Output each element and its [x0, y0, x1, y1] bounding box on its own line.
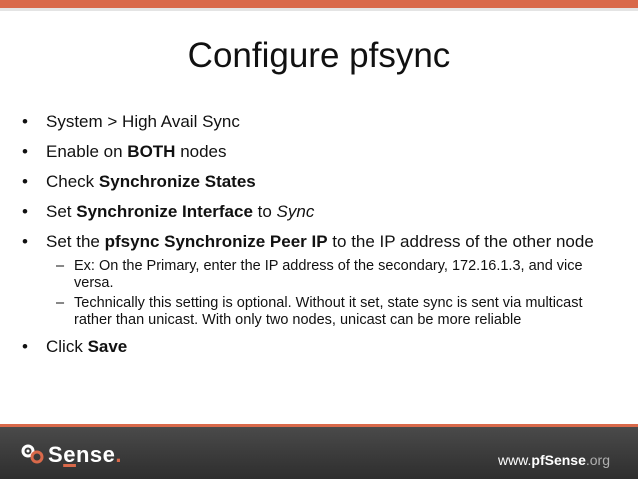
bullet-text: Check Synchronize States [46, 172, 256, 191]
bullet-text: Set Synchronize Interface to Sync [46, 202, 315, 221]
bullet-dot: • [22, 142, 28, 161]
bullet-text: Set the pfsync Synchronize Peer IP to the IP address of the other node [46, 232, 594, 251]
bullet-text: System > High Avail Sync [46, 112, 240, 131]
footer-bar [0, 424, 638, 479]
bullet-text: Click Save [46, 337, 128, 356]
bullet-dot: • [22, 337, 28, 356]
bullet-item [22, 172, 622, 192]
top-accent-bar [0, 0, 638, 8]
pfsense-gear-icon [20, 442, 46, 468]
slide-content [22, 112, 622, 367]
bullet-item [22, 112, 622, 132]
sub-bullet-item [56, 295, 622, 329]
bullet-item [22, 142, 622, 162]
sub-bullet-item [56, 258, 622, 292]
bullet-dot: • [22, 172, 28, 191]
bullet-item [22, 232, 622, 252]
sub-bullet-text: Ex: On the Primary, enter the IP address of the secondary, 172.16.1.3, and vice versa. [74, 258, 583, 291]
bullet-item [22, 202, 622, 222]
bullet-dot: • [22, 232, 28, 251]
slide-title: Configure pfsync [187, 36, 451, 75]
pfsense-logo [20, 442, 122, 468]
top-divider [0, 8, 638, 11]
sub-bullet-dash: – [56, 258, 65, 274]
bullet-text: Enable on BOTH nodes [46, 142, 227, 161]
sub-bullet-text: Technically this setting is optional. Without it set, state sync is sent via multicast rather than unicast. With only two nodes, unicast can be more reliable [74, 295, 583, 328]
sub-bullet-dash: – [56, 295, 65, 311]
bullet-dot: • [22, 202, 28, 221]
logo-wordmark: Sense. [48, 442, 122, 467]
bullet-item [22, 337, 622, 357]
website-url: www.pfSense.org [497, 452, 610, 468]
bullet-dot: • [22, 112, 28, 131]
